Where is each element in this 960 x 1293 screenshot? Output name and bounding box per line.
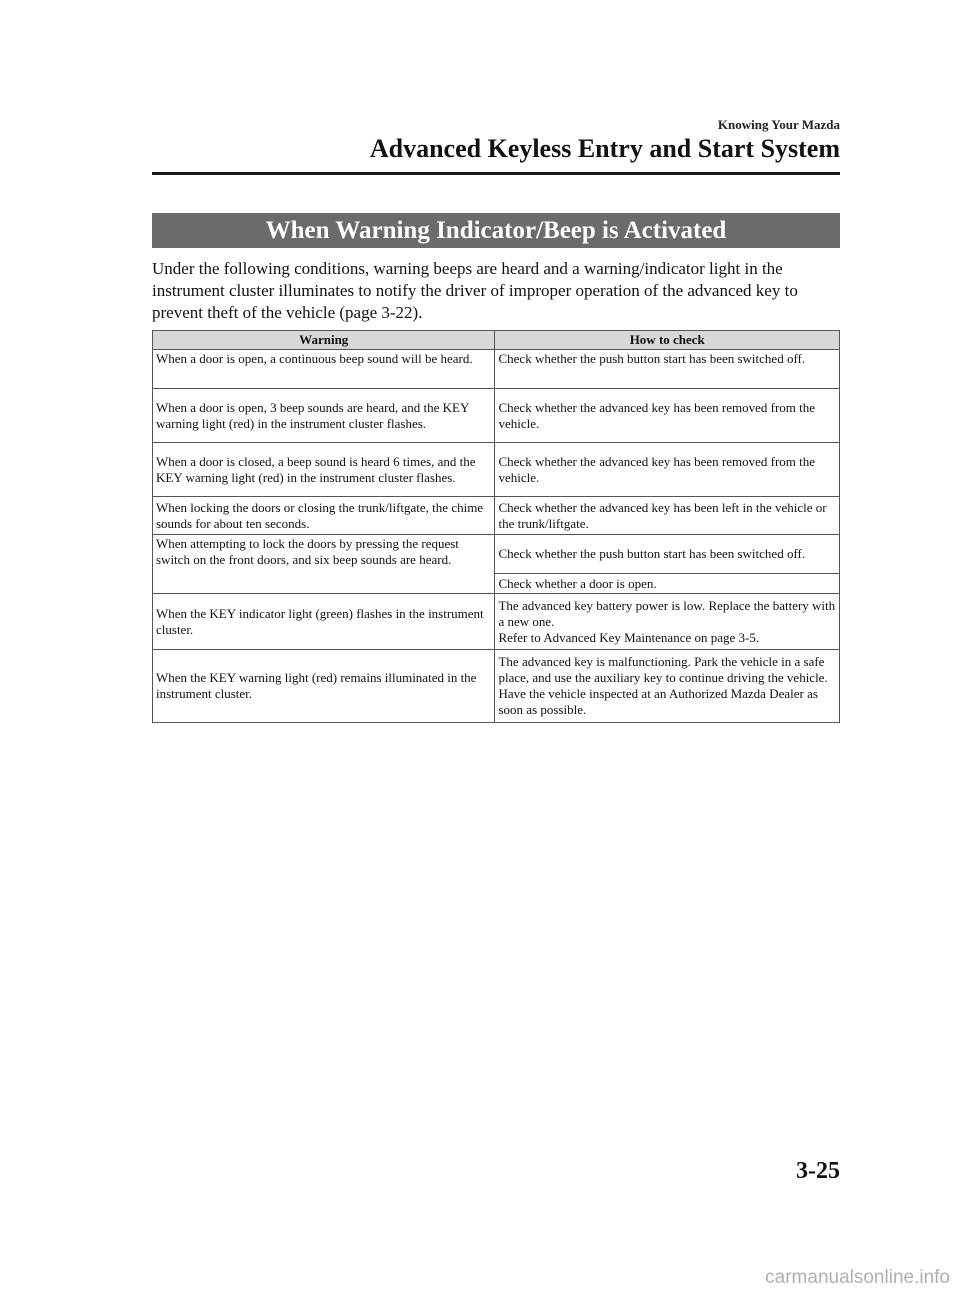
warning-table [152, 330, 840, 723]
page-number: 3-25 [796, 1158, 840, 1184]
warning-cell: When a door is closed, a beep sound is heard 6 times, and the KEY warning light (red) in the instrument cluster flashes. [153, 443, 495, 497]
table-row [153, 443, 840, 497]
warning-cell: When a door is open, 3 beep sounds are heard, and the KEY warning light (red) in the instrument cluster flashes. [153, 389, 495, 443]
table-row [153, 497, 840, 535]
warning-cell: When the KEY indicator light (green) flashes in the instrument cluster. [153, 594, 495, 650]
check-cell: Check whether the advanced key has been removed from the vehicle. [495, 443, 840, 497]
table-row [153, 535, 840, 574]
topic-banner: When Warning Indicator/Beep is Activated [152, 213, 840, 248]
table-row [153, 594, 840, 650]
chapter-kicker: Knowing Your Mazda [717, 117, 840, 132]
check-cell: The advanced key battery power is low. Replace the battery with a new one. Refer to Advanced Key Maintenance on page 3-5. [495, 594, 840, 650]
header-rule [152, 172, 840, 175]
intro-paragraph: Under the following conditions, warning beeps are heard and a warning/indicator light in the instrument cluster illuminates to notify the driver of improper operation of the advanced key to prevent theft of the vehicle (page 3-22). [152, 259, 798, 322]
check-cell: Check whether the push button start has been switched off. [495, 350, 840, 389]
section-title: Advanced Keyless Entry and Start System [369, 134, 840, 163]
check-cell: Check whether the advanced key has been left in the vehicle or the trunk/liftgate. [495, 497, 840, 535]
warning-cell: When the KEY warning light (red) remains illuminated in the instrument cluster. [153, 650, 495, 723]
table-row [153, 389, 840, 443]
check-cell: Check whether the advanced key has been removed from the vehicle. [495, 389, 840, 443]
table-header-row [153, 331, 840, 350]
check-cell: Check whether a door is open. [495, 574, 840, 594]
column-header-how-to-check: How to check [495, 331, 840, 350]
warning-cell: When a door is open, a continuous beep sound will be heard. [153, 350, 495, 389]
site-watermark: carmanualsonline.info [765, 1267, 950, 1288]
warning-cell: When attempting to lock the doors by pressing the request switch on the front doors, and six beep sounds are heard. [153, 535, 495, 594]
table-row [153, 350, 840, 389]
check-cell: Check whether the push button start has been switched off. [495, 535, 840, 574]
column-header-warning: Warning [153, 331, 495, 350]
check-cell: The advanced key is malfunctioning. Park the vehicle in a safe place, and use the auxiliary key to continue driving the vehicle. Have the vehicle inspected at an Authorized Mazda Dealer as soon as possible. [495, 650, 840, 723]
warning-cell: When locking the doors or closing the trunk/liftgate, the chime sounds for about ten seconds. [153, 497, 495, 535]
table-row [153, 650, 840, 723]
